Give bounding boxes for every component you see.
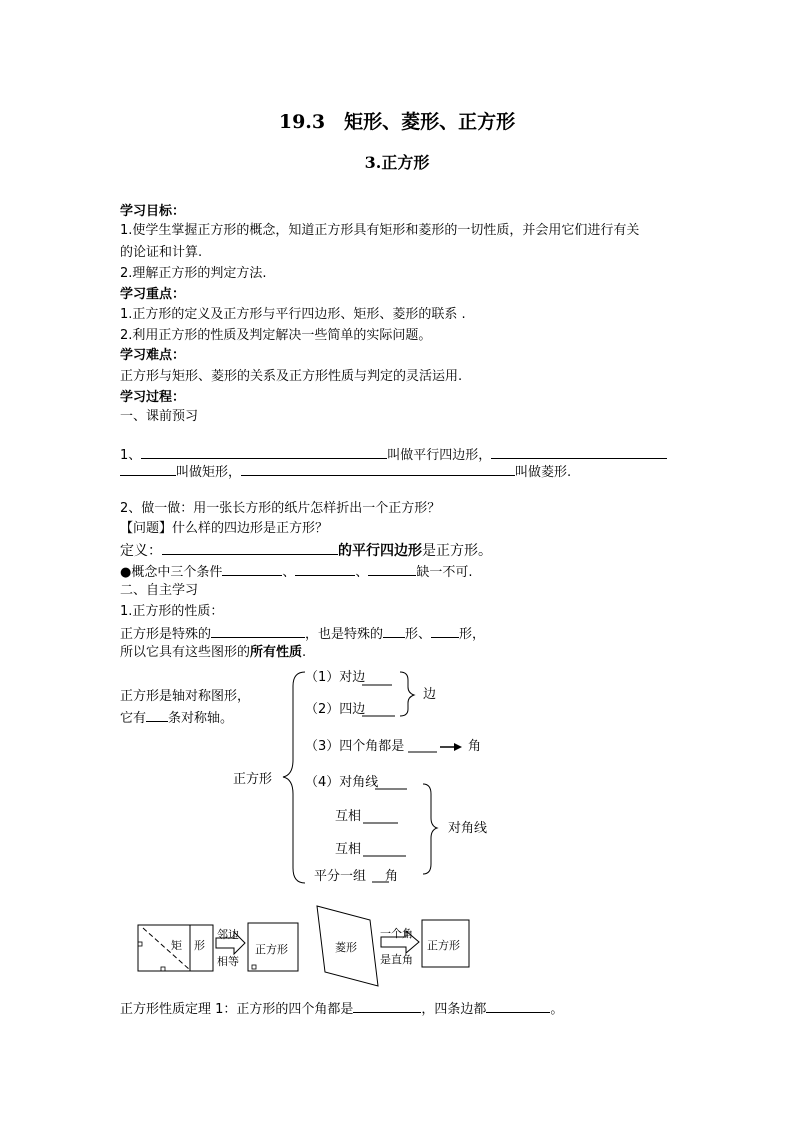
goals-line3: 2.理解正方形的判定方法. (120, 266, 267, 281)
process-heading: 学习过程： (120, 390, 186, 405)
label-sides: 边 (423, 687, 437, 702)
theorem-b: ，四条边都 (421, 1002, 487, 1017)
rhombus-label: 菱形 (335, 941, 357, 954)
right-angle-mark-3 (252, 965, 256, 969)
section-preview: 一、课前预习 (120, 409, 199, 424)
all-props-c: . (302, 645, 307, 660)
theorem-a: 正方形性质定理 1：正方形的四个角都是 (120, 1002, 354, 1017)
item-mutual-2: 互相 (335, 842, 362, 857)
theorem-line (120, 999, 563, 1019)
fold-line (143, 928, 190, 970)
difficulties-line1: 正方形与矩形、菱形的关系及正方形性质与判定的灵活运用. (120, 369, 463, 384)
item-four-angles: （3）四个角都是 (305, 739, 405, 754)
label-angle: 角 (468, 739, 482, 754)
all-props-bold: 所有性质 (250, 645, 303, 660)
item-diagonal: （4）对角线 (305, 775, 379, 790)
definition-prefix: 定义： (120, 543, 162, 559)
q1-rhombus-label: 叫做菱形. (515, 465, 572, 480)
rect-label-left: 矩 (171, 939, 182, 952)
blank-theorem-sides[interactable] (486, 999, 550, 1013)
q1-parallelogram-label: 叫做平行四边形， (387, 448, 492, 463)
axis-line1: 正方形是轴对称图形， (120, 689, 251, 704)
keypoints-line2: 2.利用正方形的性质及判定解决一些简单的实际问题。 (120, 328, 432, 343)
page-subtitle: 3.正方形 (364, 153, 430, 172)
arrow1-bottom-label: 相等 (217, 955, 239, 968)
section-self-study: 二、自主学习 (120, 583, 199, 598)
question-text: 【问题】什么样的四边形是正方形？ (120, 521, 329, 536)
item-bisect-a: 平分一组 (314, 869, 367, 884)
definition-suffix: 是正方形。 (422, 543, 492, 559)
goals-line2: 的论证和计算. (120, 245, 203, 260)
special-a: 正方形是特殊的 (120, 627, 212, 642)
concept-suffix: 缺一不可. (416, 565, 473, 580)
keypoints-line1: 1.正方形的定义及正方形与平行四边形、矩形、菱形的联系 . (120, 307, 466, 322)
difficulties-heading: 学习难点： (120, 348, 186, 363)
rect-label-right: 形 (194, 939, 205, 952)
page-title: 19.3 矩形、菱形、正方形 (278, 111, 516, 133)
goals-line1: 1.使学生掌握正方形的概念，知道正方形具有矩形和菱形的一切性质，并会用它们进行有关 (120, 223, 640, 238)
all-props-a: 所以它具有这些图形的 (120, 645, 251, 660)
item-mutual-1: 互相 (335, 809, 362, 824)
right-angle-mark-1 (138, 942, 142, 946)
square1-label: 正方形 (255, 943, 288, 956)
props-heading: 1.正方形的性质： (120, 604, 224, 619)
square2-label: 正方形 (427, 939, 460, 952)
arrow2-bottom-label: 是直角 (380, 953, 413, 966)
blank-theorem-angles[interactable] (353, 999, 421, 1013)
definition-bold: 的平行四边形 (338, 543, 422, 559)
arrow1-top-label: 邻边 (217, 928, 239, 941)
goals-heading: 学习目标： (120, 204, 186, 219)
q1-rect-label: 叫做矩形， (176, 465, 242, 480)
concept-sep-2: 、 (355, 565, 369, 580)
axis-line2a: 它有 (120, 711, 147, 726)
item-bisect-b: 角 (385, 869, 399, 884)
diagram-root: 正方形 (233, 772, 273, 787)
special-c: 形、 (405, 627, 432, 642)
right-angle-mark-2 (161, 967, 165, 971)
item-opposite-sides: （1）对边 (305, 670, 366, 685)
special-b: ，也是特殊的 (305, 627, 384, 642)
theorem-c: 。 (550, 1002, 564, 1017)
item-four-sides: （2）四边 (305, 702, 366, 717)
axis-line2b: 条对称轴。 (168, 711, 234, 726)
concept-sep-1: 、 (282, 565, 296, 580)
arrow2-top-label: 一个角 (380, 927, 413, 940)
label-diagonals: 对角线 (448, 821, 488, 836)
q2-text: 2、做一做：用一张长方形的纸片怎样折出一个正方形？ (120, 501, 441, 516)
q1-prefix: 1、 (120, 448, 142, 463)
special-d: 形， (459, 627, 486, 642)
concept-prefix: ●概念中三个条件 (120, 565, 223, 580)
keypoints-heading: 学习重点： (120, 287, 186, 302)
